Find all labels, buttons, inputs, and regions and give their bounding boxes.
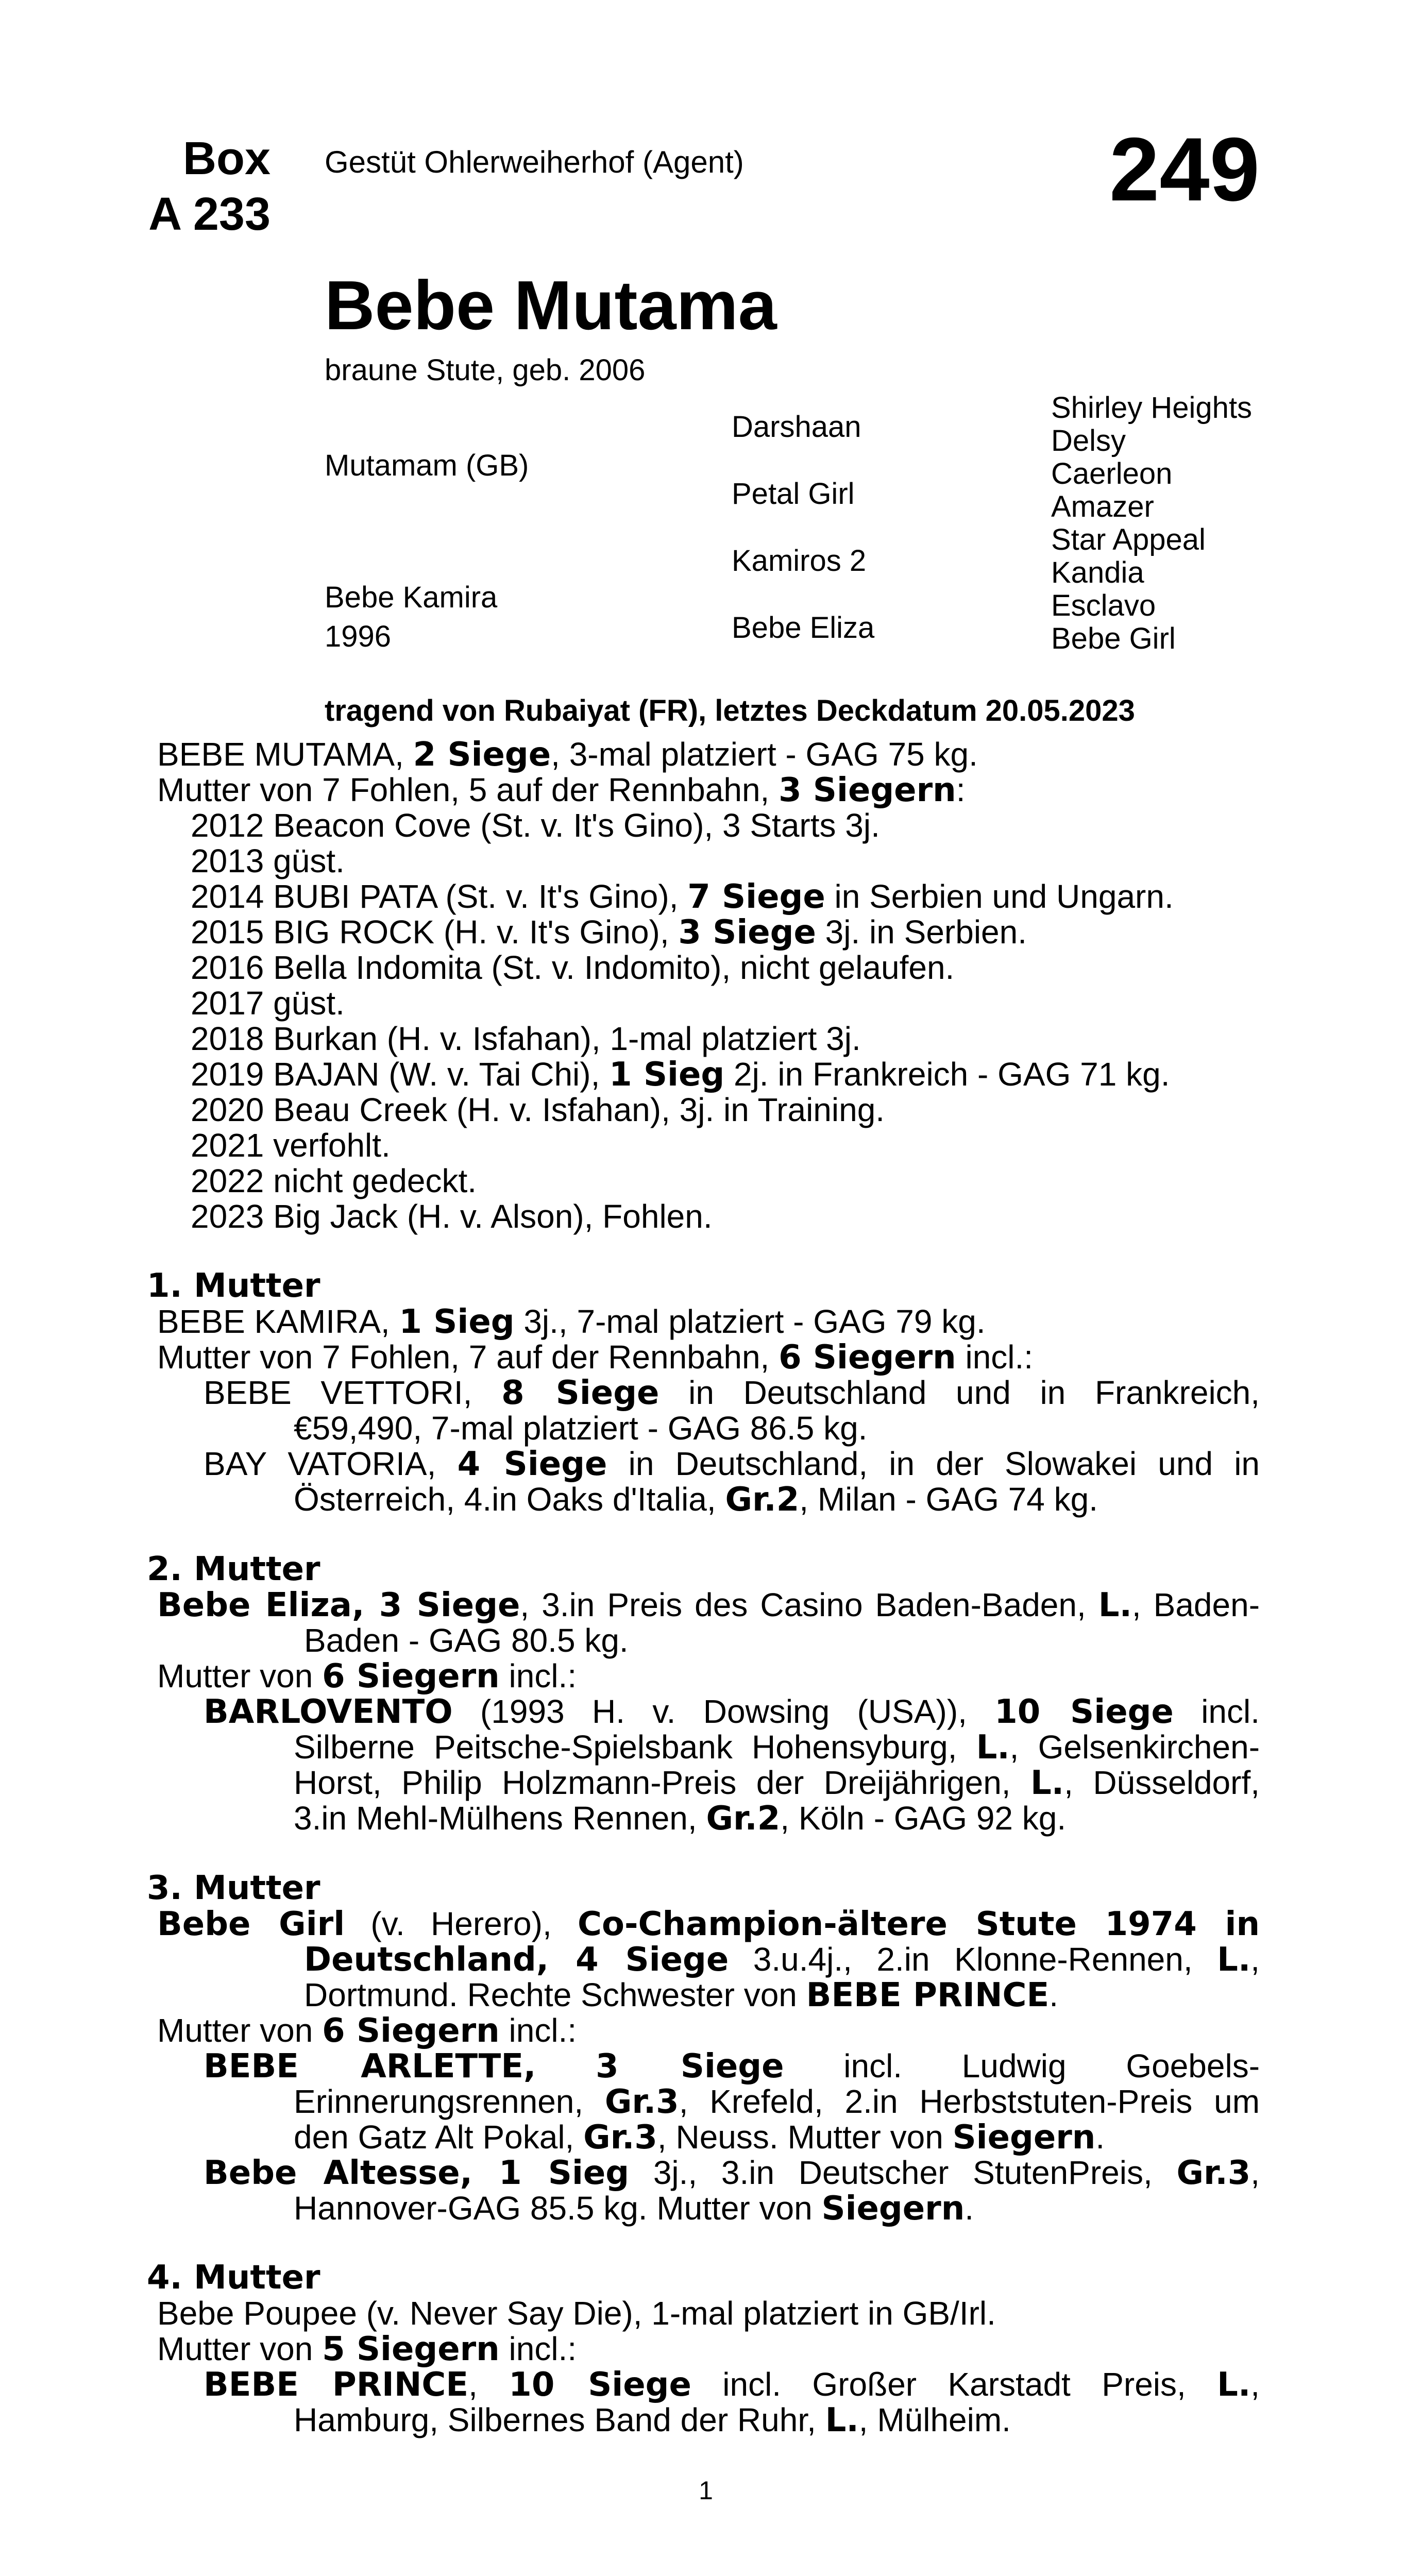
race-grade: L.: [976, 1728, 1010, 1767]
progeny-wins: 4 Siege: [457, 1445, 607, 1483]
pedigree-sire-dam: Petal Girl: [732, 477, 855, 511]
dam4-record: Bebe Poupee (v. Never Say Die), 1-mal platziert in GB/Irl.: [157, 2295, 996, 2332]
progeny-text: , Krefeld, 2.in Herbststuten-Preis um: [679, 2083, 1260, 2120]
pedigree-g3-name: Bebe Girl: [1051, 622, 1176, 655]
race-grade: L.: [1217, 1941, 1251, 1979]
pedigree-dam-sire: Kamiros 2: [732, 544, 867, 578]
produce-summary-text: Mutter von 7 Fohlen, 5 auf der Rennbahn,: [157, 771, 770, 808]
dam2-text: incl.:: [509, 1657, 577, 1694]
progeny-name: Bebe Altesse, 1 Sieg: [204, 2154, 630, 2192]
produce-winners: 3 Siegern: [779, 771, 956, 809]
pedigree-dam: Bebe Kamira: [325, 581, 498, 614]
progeny-text: 3.in Mehl-Mülhens Rennen,: [294, 1800, 697, 1837]
dam1-text: BEBE KAMIRA,: [157, 1303, 390, 1340]
dam3-text: (v. Herero),: [370, 1905, 552, 1942]
dam4-text: incl.:: [509, 2330, 577, 2367]
race-grade: Gr.2: [706, 1800, 781, 1838]
pedigree-dam-dam: Bebe Eliza: [732, 611, 875, 645]
produce-text: 3j. in Serbien.: [825, 913, 1027, 951]
produce-summary: [157, 772, 965, 808]
dam2-progeny-line: [294, 1765, 1260, 1801]
produce-item: 2023 Big Jack (H. v. Alson), Fohlen.: [191, 1198, 713, 1235]
progeny-text: in Deutschland, in der Slowakei und in: [628, 1445, 1260, 1482]
progeny-text: incl.: [1201, 1693, 1260, 1730]
progeny-text: .: [1095, 2119, 1105, 2156]
horse-description: braune Stute, geb. 2006: [325, 353, 646, 387]
dam3-title: Co-Champion-ältere Stute 1974 in: [578, 1905, 1260, 1943]
progeny-text: .: [965, 2190, 974, 2227]
dam2-text: , Baden-: [1131, 1586, 1260, 1623]
progeny-wins: 10 Siege: [509, 2366, 691, 2404]
progeny-wins: 3 Siege: [596, 2047, 784, 2086]
dam4-winners: 5 Siegern: [322, 2330, 500, 2368]
progeny-wins: 10 Siege: [994, 1693, 1174, 1731]
progeny-text: incl. Großer Karstadt Preis,: [722, 2366, 1186, 2403]
dam3-text: 3.u.4j., 2.in Klonne-Rennen,: [753, 1941, 1193, 1978]
progeny-text: ,: [1250, 2366, 1260, 2403]
produce-item: 2021 verfohlt.: [191, 1127, 391, 1164]
produce-text: 2014 BUBI PATA (St. v. It's Gino),: [191, 878, 679, 915]
dam3-winners: 6 Siegern: [322, 2012, 500, 2050]
dam2-name: Bebe Eliza: [157, 1586, 352, 1624]
pedigree-g3: [1051, 392, 1252, 655]
progeny-text: , Mülheim.: [858, 2401, 1011, 2438]
progeny-text: Hamburg, Silbernes Band der Ruhr,: [294, 2401, 816, 2438]
progeny-text: ,: [468, 2366, 478, 2403]
pedigree-sire: Mutamam (GB): [325, 449, 529, 482]
produce-wins: 7 Siege: [687, 878, 825, 916]
progeny-text: (1993 H. v. Dowsing (USA)),: [480, 1693, 967, 1730]
dam3-progeny-line: [294, 2191, 974, 2227]
pedigree-g3-name: Amazer: [1051, 490, 1154, 523]
produce-summary-text: :: [956, 771, 966, 808]
progeny-wins: 8 Siege: [501, 1374, 659, 1412]
produce-item: 2018 Burkan (H. v. Isfahan), 1-mal platziert 3j.: [191, 1020, 861, 1057]
record-text: , 3-mal platziert - GAG 75 kg.: [551, 736, 978, 773]
dam2-progeny-line: [204, 1694, 1260, 1730]
dam4-progeny-line: [294, 2402, 1011, 2438]
dam1-text: incl.:: [965, 1338, 1034, 1376]
produce-item: 2012 Beacon Cove (St. v. It's Gino), 3 Starts 3j.: [191, 807, 880, 844]
dam1-wins: 1 Sieg: [399, 1303, 515, 1341]
dam1-text: 3j., 7-mal platziert - GAG 79 kg.: [523, 1303, 986, 1340]
progeny-winners: Siegern: [821, 2190, 965, 2228]
dam3-title: Deutschland, 4 Siege: [304, 1941, 729, 1979]
progeny-name: BARLOVENTO: [204, 1693, 453, 1731]
progeny-text: in Deutschland und in Frankreich,: [688, 1374, 1260, 1411]
box-number: A 233: [148, 189, 270, 240]
dam4-heading: 4. Mutter: [147, 2259, 320, 2297]
dam2-progeny-line: [294, 1801, 1066, 1837]
pedigree-g3-name: Star Appeal: [1051, 523, 1206, 556]
dam3-record: [304, 1942, 1260, 1978]
dam3-progeny-line: [204, 2048, 1260, 2084]
progeny-name: BEBE ARLETTE,: [204, 2047, 536, 2086]
progeny-text: ,: [1250, 2154, 1260, 2191]
dam4-progeny-line: [204, 2367, 1260, 2403]
dam2-progeny-line: [294, 1730, 1260, 1766]
race-grade: Gr.3: [604, 2083, 679, 2121]
covering-info: tragend von Rubaiyat (FR), letztes Deckdatum 20.05.2023: [325, 694, 1135, 727]
progeny-text: Hannover-GAG 85.5 kg. Mutter von: [294, 2190, 813, 2227]
dam3-text: Dortmund. Rechte Schwester von: [304, 1976, 797, 2013]
produce-item: 2017 güst.: [191, 985, 345, 1022]
pedigree-g3-name: Shirley Heights: [1051, 391, 1253, 425]
progeny-name: BAY VATORIA,: [204, 1445, 436, 1482]
dam3-text: ,: [1250, 1941, 1260, 1978]
box-label: Box: [182, 133, 270, 184]
dam3-record: [157, 1906, 1260, 1942]
dam3-text: incl.:: [509, 2012, 577, 2049]
dam1-heading: 1. Mutter: [147, 1267, 320, 1305]
dam2-text: , 3.in Preis des Casino Baden-Baden,: [520, 1586, 1086, 1623]
record-text: BEBE MUTAMA,: [157, 736, 404, 773]
dam1-winners: 6 Siegern: [779, 1338, 956, 1377]
produce-text: 2015 BIG ROCK (H. v. It's Gino),: [191, 913, 669, 951]
produce-text: in Serbien und Ungarn.: [834, 878, 1174, 915]
dam1-record: [157, 1304, 986, 1340]
dam2-heading: 2. Mutter: [147, 1550, 320, 1588]
dam1-progeny-line: €59,490, 7-mal platziert - GAG 86.5 kg.: [294, 1410, 868, 1447]
produce-item: 2013 güst.: [191, 842, 345, 879]
produce-text: 2j. in Frankreich - GAG 71 kg.: [733, 1056, 1170, 1093]
dam2-wins: , 3 Siege: [351, 1586, 520, 1624]
progeny-text: , Gelsenkirchen-: [1009, 1728, 1260, 1766]
dam3-name: Bebe Girl: [157, 1905, 345, 1943]
progeny-name: BEBE PRINCE: [204, 2366, 469, 2404]
dam2-produce-summary: [157, 1658, 577, 1694]
dam2-record: [157, 1587, 1260, 1623]
pedigree-sire-sire: Darshaan: [732, 410, 861, 444]
progeny-text: Horst, Philip Holzmann-Preis der Dreijährigen,: [294, 1764, 1011, 1801]
dam1-progeny-line: [204, 1446, 1260, 1482]
race-grade: L.: [1030, 1764, 1064, 1802]
dam1-text: Mutter von 7 Fohlen, 7 auf der Rennbahn,: [157, 1338, 770, 1376]
progeny-text: den Gatz Alt Pokal,: [294, 2119, 574, 2156]
race-grade: Gr.3: [583, 2119, 657, 2157]
produce-item: 2020 Beau Creek (H. v. Isfahan), 3j. in Training.: [191, 1091, 885, 1128]
lot-number: 249: [1109, 120, 1260, 220]
race-grade: L.: [1098, 1586, 1132, 1624]
race-grade: Gr.3: [1176, 2154, 1251, 2192]
produce-text: 2019 BAJAN (W. v. Tai Chi),: [191, 1056, 600, 1093]
progeny-text: Österreich, 4.in Oaks d'Italia,: [294, 1481, 716, 1518]
agent-name: Gestüt Ohlerweiherhof (Agent): [325, 145, 744, 179]
record-wins: 2 Siege: [413, 736, 551, 774]
pedigree-g3-name: Caerleon: [1051, 457, 1173, 490]
progeny-text: 3j., 3.in Deutscher StutenPreis,: [653, 2154, 1153, 2191]
produce-item: 2016 Bella Indomita (St. v. Indomito), nicht gelaufen.: [191, 949, 955, 986]
dam1-produce-summary: [157, 1340, 1033, 1376]
page-number: 1: [699, 2476, 713, 2505]
produce-wins: 1 Sieg: [609, 1056, 725, 1094]
dam3-relative: BEBE PRINCE: [806, 1976, 1050, 2014]
pedigree-dam-year: 1996: [325, 620, 392, 653]
race-grade: L.: [825, 2401, 859, 2439]
pedigree-g3-name: Esclavo: [1051, 589, 1156, 622]
progeny-text: , Neuss. Mutter von: [657, 2119, 943, 2156]
horse-name: Bebe Mutama: [325, 266, 777, 344]
dam4-text: Mutter von: [157, 2330, 313, 2367]
race-grade: Gr.2: [725, 1481, 800, 1519]
produce-item: [191, 879, 1174, 915]
produce-item: [191, 1057, 1170, 1093]
pedigree-g3-name: Kandia: [1051, 556, 1144, 589]
dam2-text: Mutter von: [157, 1657, 313, 1694]
produce-item: [191, 914, 1027, 951]
produce-item: 2022 nicht gedeckt.: [191, 1162, 477, 1199]
progeny-winners: Siegern: [952, 2119, 1096, 2157]
dam3-text: .: [1049, 1976, 1058, 2013]
race-record: [157, 737, 978, 773]
progeny-text: , Köln - GAG 92 kg.: [780, 1800, 1067, 1837]
dam3-record: [304, 1977, 1058, 2013]
progeny-name: BEBE VETTORI,: [204, 1374, 472, 1411]
progeny-text: Silberne Peitsche-Spielsbank Hohensyburg,: [294, 1728, 957, 1766]
dam4-produce-summary: [157, 2331, 577, 2367]
progeny-text: , Milan - GAG 74 kg.: [799, 1481, 1098, 1518]
dam1-progeny-line: [204, 1375, 1260, 1411]
dam1-progeny-line: [294, 1482, 1098, 1518]
dam3-produce-summary: [157, 2013, 577, 2049]
progeny-text: Erinnerungsrennen,: [294, 2083, 584, 2120]
pedigree-g3-name: Delsy: [1051, 424, 1126, 457]
dam3-progeny-line: [294, 2084, 1260, 2120]
dam2-winners: 6 Siegern: [322, 1657, 500, 1696]
race-grade: L.: [1217, 2366, 1251, 2404]
produce-wins: 3 Siege: [678, 913, 816, 952]
progeny-text: incl. Ludwig Goebels-: [843, 2047, 1260, 2084]
dam3-progeny-line: [294, 2120, 1105, 2156]
dam3-heading: 3. Mutter: [147, 1869, 320, 1907]
dam2-record: Baden - GAG 80.5 kg.: [304, 1622, 629, 1659]
progeny-text: , Düsseldorf,: [1064, 1764, 1260, 1801]
dam3-progeny-line: [204, 2155, 1260, 2191]
dam3-text: Mutter von: [157, 2012, 313, 2049]
